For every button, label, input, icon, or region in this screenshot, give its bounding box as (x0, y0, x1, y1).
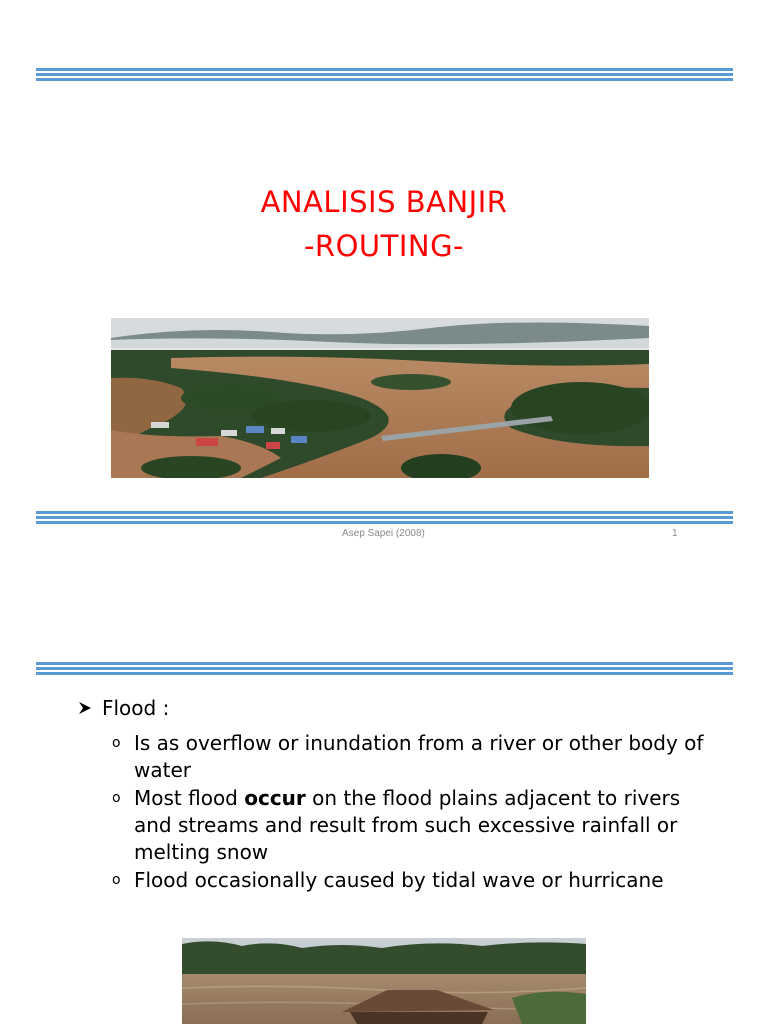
arrow-bullet-icon (78, 696, 94, 720)
list-item (112, 785, 712, 866)
circle-bullet-icon: o (112, 790, 121, 806)
list-item-text-after: on the flood plains adjacent to rivers and streams and result from such excessive rainfall or melting snow (134, 786, 681, 864)
list-item-text: Flood occasionally caused by tidal wave or hurricane (134, 868, 664, 892)
flood-aerial-photo (111, 318, 649, 478)
flood-definition-list (112, 730, 712, 895)
top-rule-slide-2 (36, 662, 733, 676)
list-item (112, 730, 712, 784)
flood-label: Flood : (102, 696, 170, 720)
slide-title-line-1: ANALISIS BANJIR (260, 185, 508, 219)
list-item-text-before: Most flood (134, 786, 245, 810)
list-item-emphasis: occur (244, 786, 306, 810)
slide-title-line-2: -ROUTING- (303, 229, 465, 263)
slide-2 (0, 620, 768, 1024)
flood-bullet (78, 696, 169, 720)
footer-rule (36, 511, 733, 525)
flooded-house-photo (182, 938, 586, 1024)
list-item (112, 867, 712, 894)
circle-bullet-icon: o (112, 872, 121, 888)
footer-author: Asep Sapei (2008) (342, 528, 425, 539)
circle-bullet-icon: o (112, 735, 121, 751)
top-rule (36, 68, 733, 82)
page-number: 1 (672, 528, 678, 539)
list-item-text: Is as overflow or inundation from a river or other body of water (134, 731, 704, 782)
